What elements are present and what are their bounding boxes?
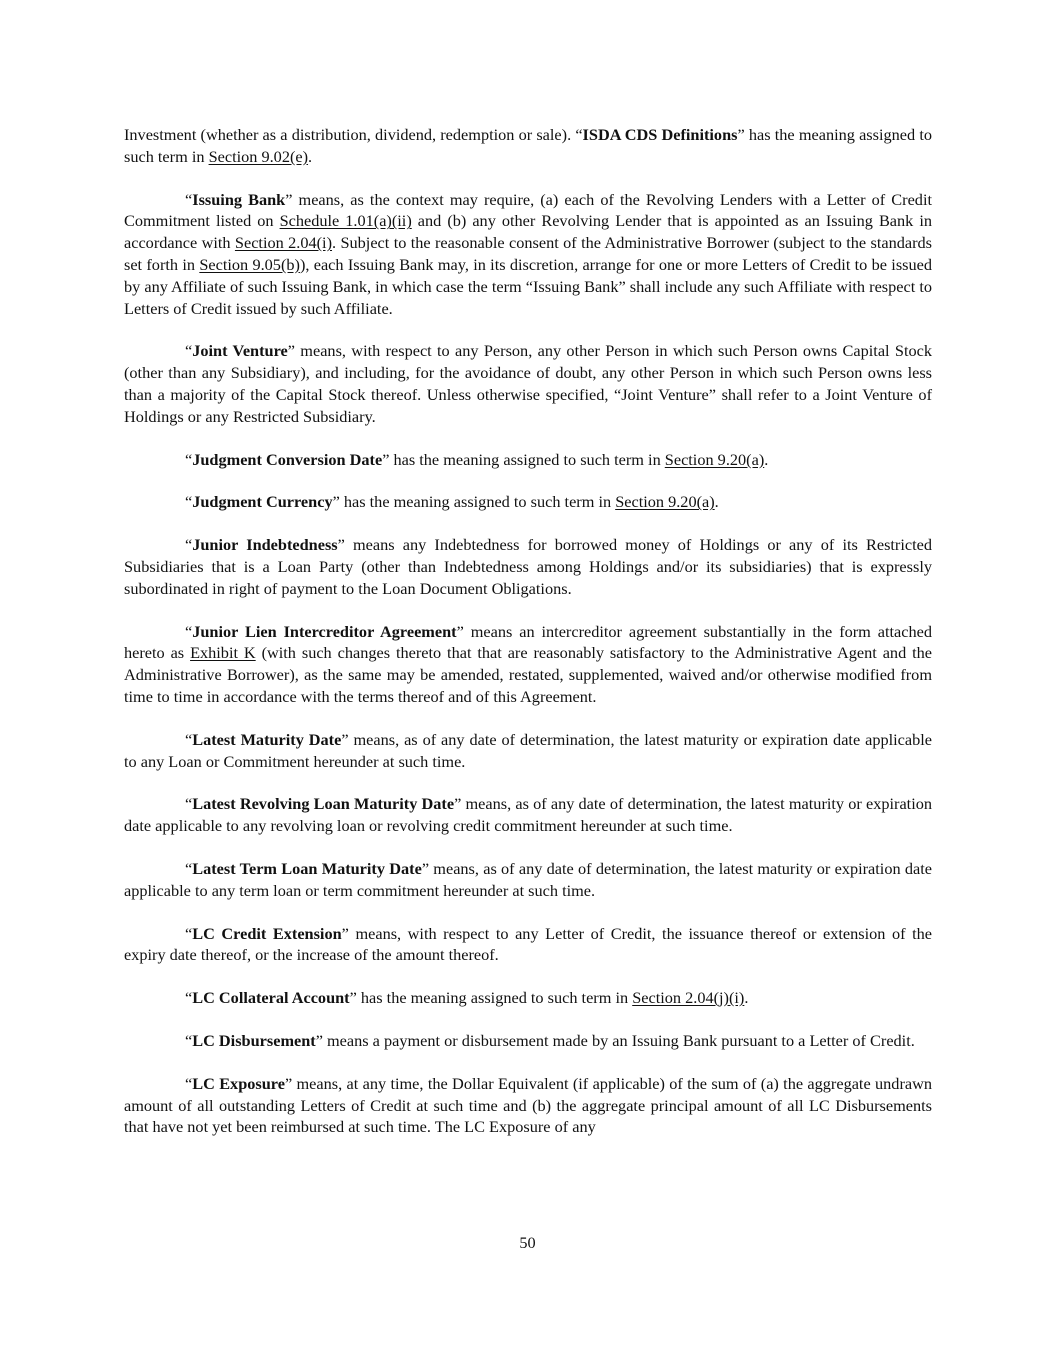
paragraph-text: “	[185, 189, 193, 209]
definition-paragraph	[124, 987, 932, 1009]
definition-paragraph	[124, 621, 932, 708]
defined-term: Junior Indebtedness	[192, 535, 338, 555]
cross-reference: Section 9.05(b)	[199, 254, 300, 274]
paragraph-text: ” means, as the context may require, (a) each of the Revolving Lenders with a Letter of Credit Commitment listed on	[124, 189, 932, 231]
defined-term: Judgment Currency	[192, 492, 333, 512]
paragraph-text: .	[764, 449, 769, 469]
paragraph-text: ” means, with respect to any Person, any other Person in which such Person owns Capital Stock (other than any Subsidiary), and including, for the avoidance of doubt, any other Person in which such Person owns less than a majority of the Capital Stock thereof. Unless otherwise specified, “Joint Venture” shall refer to a Joint Venture of Holdings or any Restricted Subsidiary.	[124, 341, 932, 426]
paragraph-text: ” has the meaning assigned to such term in	[332, 492, 616, 512]
paragraph-text: “	[185, 449, 193, 469]
paragraph-text: ” has the meaning assigned to such term in	[124, 125, 932, 166]
defined-term: LC Exposure	[192, 1073, 285, 1093]
definition-paragraph	[124, 1073, 932, 1138]
cross-reference: Exhibit K	[190, 643, 256, 663]
paragraph-text: “	[185, 1073, 193, 1093]
paragraph-text: “	[185, 1030, 193, 1050]
paragraph-text: ” means a payment or disbursement made by an Issuing Bank pursuant to a Letter of Credit.	[315, 1030, 915, 1050]
continuation-paragraph	[124, 124, 932, 168]
paragraph-text: “	[185, 858, 193, 878]
defined-term: Judgment Conversion Date	[192, 449, 383, 469]
paragraph-text: ” means, as of any date of determination, the latest maturity or expiration date applicable to any term loan or term commitment hereunder at such time.	[124, 858, 932, 900]
paragraph-text: ” means any Indebtedness for borrowed money of Holdings or any of its Restricted Subsidiaries that is a Loan Party (other than Indebtedness among Holdings and/or its subsidiaries) that is expressly subordinated in right of payment to the Loan Document Obligations.	[124, 535, 932, 598]
definition-paragraph	[124, 858, 932, 902]
definition-paragraph	[124, 534, 932, 599]
paragraph-text: “	[185, 794, 193, 814]
defined-term: Joint Venture	[192, 341, 288, 361]
defined-term: LC Credit Extension	[192, 923, 342, 943]
paragraph-text: .	[714, 492, 719, 512]
paragraph-text: “	[185, 492, 193, 512]
defined-term: Latest Revolving Loan Maturity Date	[192, 794, 455, 814]
paragraph-text: ” means, at any time, the Dollar Equivalent (if applicable) of the sum of (a) the aggregate undrawn amount of all outstanding Letters of Credit at such time and (b) the aggregate principal amount of all LC Disbursements that have not yet been reimbursed at such time. The LC Exposure of any	[124, 1073, 932, 1137]
cross-reference: Section 9.20(a)	[664, 449, 765, 469]
paragraph-text: ” means, as of any date of determination, the latest maturity or expiration date applicable to any revolving loan or revolving credit commitment hereunder at such time.	[124, 794, 932, 836]
defined-term: LC Disbursement	[192, 1030, 316, 1050]
paragraph-text: .	[744, 988, 749, 1008]
paragraph-text: ” has the meaning assigned to such term in	[349, 988, 633, 1008]
cross-reference: Section 2.04(j)(i)	[632, 988, 745, 1008]
defined-term: Latest Term Loan Maturity Date	[192, 858, 422, 878]
paragraph-text: “	[185, 988, 193, 1008]
paragraph-text: ” has the meaning assigned to such term in	[382, 449, 665, 469]
cross-reference: Section 9.20(a)	[615, 492, 715, 512]
paragraph-text: Investment (whether as a distribution, dividend, redemption or sale). “	[124, 125, 583, 144]
paragraph-text: (with such changes thereto that that are reasonably satisfactory to the Administrative Agent and the Administrative Borrower), as the same may be amended, restated, supplemented, waived and/or otherwise modified from time to time in accordance with the terms thereof and of this Agreement.	[124, 643, 933, 706]
defined-term: Junior Lien Intercreditor Agreement	[192, 621, 457, 641]
paragraph-text: “	[185, 341, 193, 361]
paragraph-text: ), each Issuing Bank may, in its discretion, arrange for one or more Letters of Credit to be issued by any Affiliate of such Issuing Bank, in which case the term “Issuing Bank” shall include any such Affiliate with respect to Letters of Credit issued by such Affiliate.	[124, 254, 932, 318]
definition-paragraph	[124, 793, 932, 837]
paragraph-text: “	[185, 729, 193, 749]
document-body	[124, 124, 932, 1159]
defined-term: Latest Maturity Date	[192, 729, 342, 749]
defined-term: Issuing Bank	[192, 189, 286, 209]
definition-paragraph	[124, 729, 932, 773]
definition-paragraph	[124, 340, 932, 427]
paragraph-text: ” means an intercreditor agreement substantially in the form attached hereto as	[124, 621, 932, 663]
definition-paragraph	[124, 491, 932, 513]
page-number: 50	[519, 1233, 536, 1252]
paragraph-text: and (b) any other Revolving Lender that is appointed as an Issuing Bank in accordance with	[124, 211, 933, 253]
defined-term: LC Collateral Account	[192, 988, 350, 1008]
paragraph-text: ” means, with respect to any Letter of Credit, the issuance thereof or extension of the expiry date thereof, or the increase of the amount thereof.	[124, 923, 932, 965]
cross-reference: Schedule 1.01(a)(ii)	[279, 211, 412, 231]
paragraph-text: ” means, as of any date of determination, the latest maturity or expiration date applicable to any Loan or Commitment hereunder at such time.	[124, 729, 932, 771]
cross-reference: Section 9.02(e)	[208, 146, 309, 166]
paragraph-text: “	[185, 535, 193, 555]
paragraph-text: “	[185, 621, 193, 641]
definition-paragraph	[124, 923, 932, 967]
definition-paragraph	[124, 449, 932, 471]
definition-paragraph	[124, 189, 932, 320]
paragraph-text: . Subject to the reasonable consent of the Administrative Borrower (subject to the standards set forth in	[124, 233, 933, 274]
paragraph-text: .	[308, 146, 313, 166]
defined-term: ISDA CDS Definitions	[582, 125, 738, 144]
paragraph-text: “	[185, 923, 193, 943]
cross-reference: Section 2.04(i)	[234, 233, 333, 253]
definition-paragraph	[124, 1030, 932, 1052]
